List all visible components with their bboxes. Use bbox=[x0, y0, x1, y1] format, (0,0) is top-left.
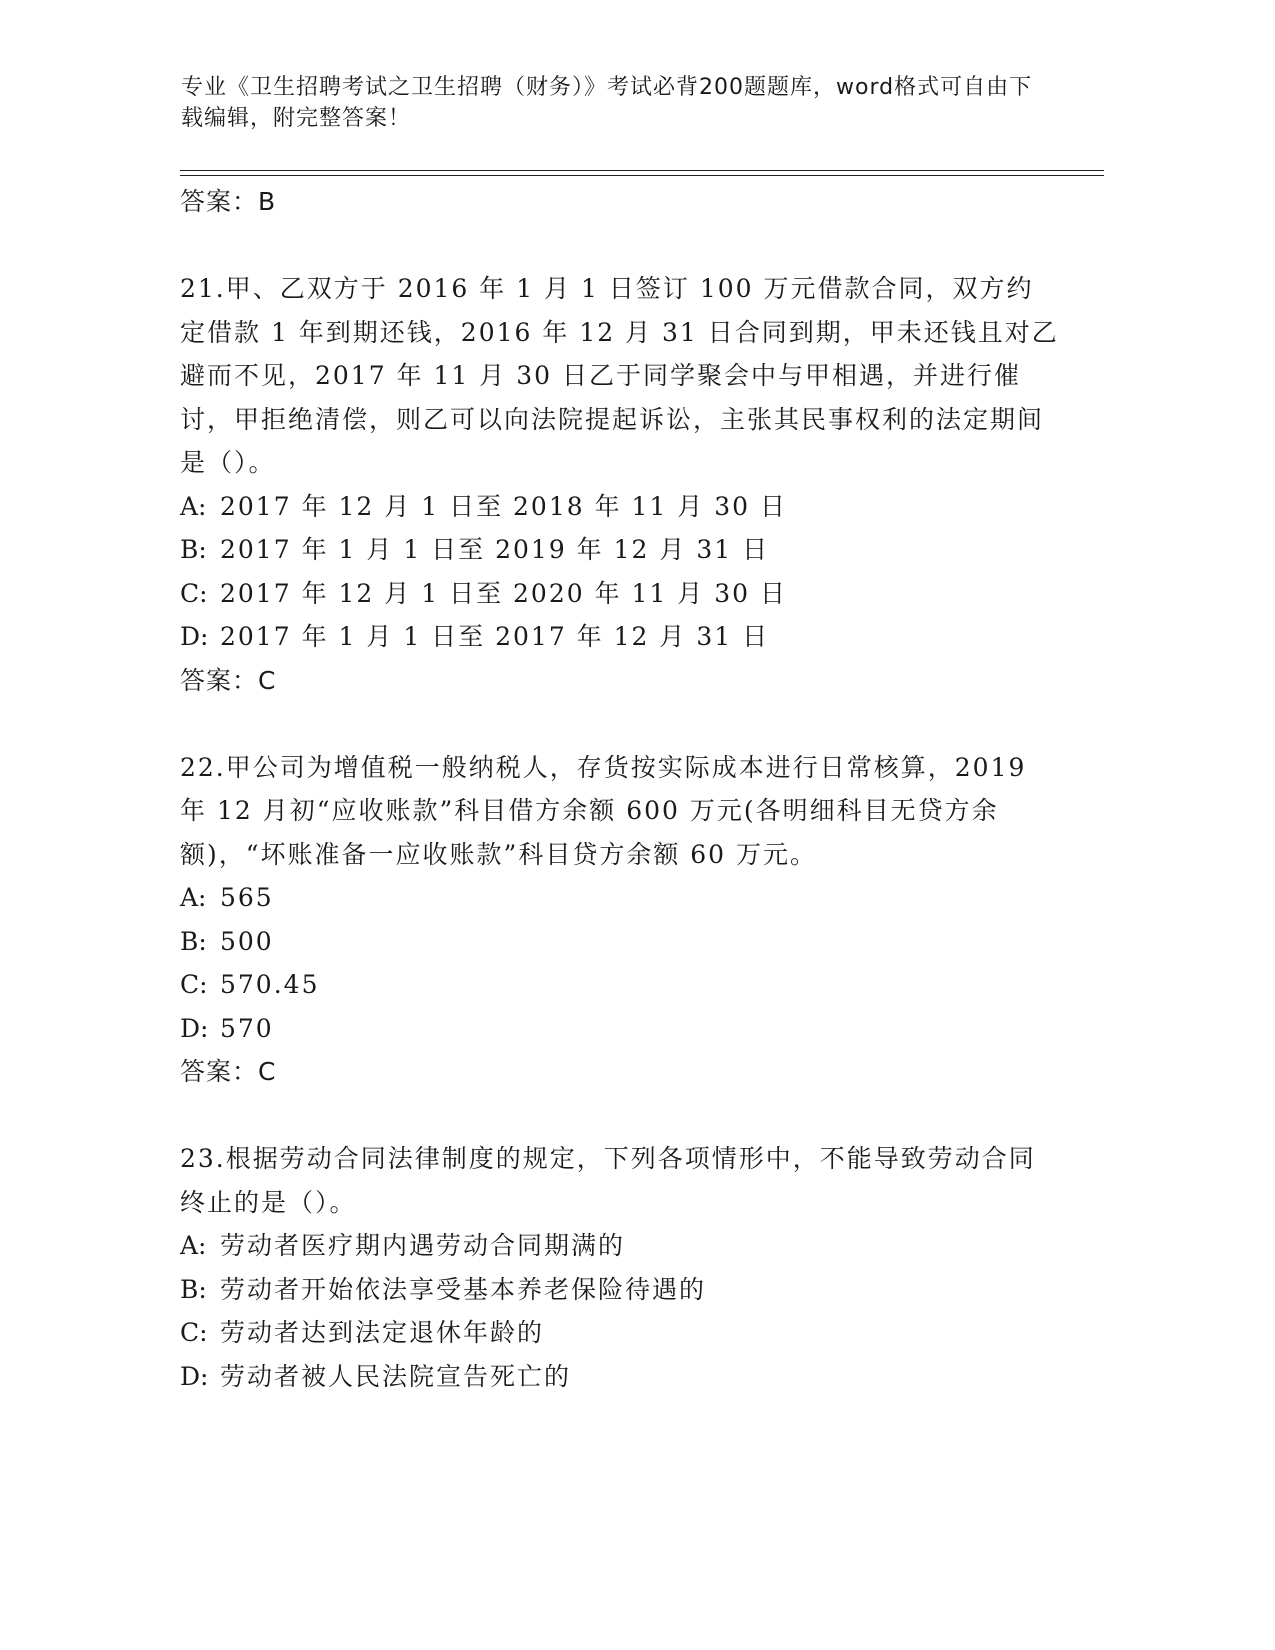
option-text: 565 bbox=[220, 883, 274, 912]
option-d bbox=[180, 1007, 1060, 1051]
option-d bbox=[180, 615, 1060, 659]
option-b bbox=[180, 1268, 1060, 1312]
question-21 bbox=[180, 267, 1060, 703]
option-key: D: bbox=[180, 1361, 209, 1391]
header-rule-bottom bbox=[180, 175, 1104, 176]
header-text: 专业《卫生招聘考试之卫生招聘（财务）》考试必背200题题库，word格式可自由下载编辑，附完整答案！ bbox=[181, 75, 1033, 131]
option-text: 570 bbox=[220, 1013, 274, 1043]
question-answer: 答案：C bbox=[180, 665, 277, 695]
previous-answer: 答案：B bbox=[180, 187, 277, 216]
option-key: B: bbox=[180, 1274, 207, 1304]
option-key: B: bbox=[180, 926, 207, 956]
option-c bbox=[180, 572, 1060, 616]
question-stem: 22.甲公司为增值税一般纳税人，存货按实际成本进行日常核算，2019 年 12 月初“应收账款”科目借方余额 600 万元(各明细科目无贷方余额)，“坏账准备一应收账款”科目贷方余额 60 万元。 bbox=[180, 752, 1027, 869]
option-b bbox=[180, 920, 1060, 964]
option-a bbox=[180, 876, 1060, 920]
question-stem: 23.根据劳动合同法律制度的规定，下列各项情形中，不能导致劳动合同终止的是（）。 bbox=[180, 1144, 1036, 1217]
page-header bbox=[181, 72, 1051, 134]
option-c bbox=[180, 963, 1060, 1007]
question-23 bbox=[180, 1137, 1060, 1398]
option-text: 2017 年 1 月 1 日至 2019 年 12 月 31 日 bbox=[220, 535, 770, 564]
option-text: 2017 年 12 月 1 日至 2018 年 11 月 30 日 bbox=[220, 491, 788, 521]
option-key: D: bbox=[180, 622, 209, 651]
option-key: A: bbox=[180, 1231, 207, 1260]
option-text: 劳动者医疗期内遇劳动合同期满的 bbox=[220, 1231, 626, 1260]
option-c bbox=[180, 1311, 1060, 1355]
option-a bbox=[180, 485, 1060, 529]
option-text: 劳动者被人民法院宣告死亡的 bbox=[220, 1361, 572, 1391]
option-key: C: bbox=[180, 578, 208, 608]
option-key: C: bbox=[180, 1318, 208, 1347]
question-stem: 21.甲、乙双方于 2016 年 1 月 1 日签订 100 万元借款合同，双方约定借款 1 年到期还钱，2016 年 12 月 31 日合同到期，甲未还钱且对乙避而不见，2017 年 11 月 30 日乙于同学聚会中与甲相遇，并进行催讨，甲拒绝清偿，则乙可以向法院提起诉讼，主张其民事权利的法定期间是（）。 bbox=[180, 274, 1059, 477]
question-answer: 答案：C bbox=[180, 1057, 277, 1086]
option-key: C: bbox=[180, 970, 208, 999]
option-text: 劳动者开始依法享受基本养老保险待遇的 bbox=[220, 1274, 707, 1304]
option-key: A: bbox=[180, 883, 207, 912]
option-a bbox=[180, 1224, 1060, 1268]
document-body bbox=[180, 180, 1060, 1398]
header-rule-top bbox=[180, 170, 1104, 171]
option-text: 2017 年 12 月 1 日至 2020 年 11 月 30 日 bbox=[220, 578, 788, 608]
option-b bbox=[180, 528, 1060, 572]
option-key: D: bbox=[180, 1013, 209, 1043]
option-text: 劳动者达到法定退休年龄的 bbox=[220, 1318, 545, 1347]
option-text: 500 bbox=[220, 926, 274, 956]
option-d bbox=[180, 1355, 1060, 1399]
option-text: 2017 年 1 月 1 日至 2017 年 12 月 31 日 bbox=[220, 622, 770, 651]
option-key: B: bbox=[180, 535, 207, 564]
question-22 bbox=[180, 746, 1060, 1095]
option-text: 570.45 bbox=[220, 970, 320, 999]
option-key: A: bbox=[180, 491, 207, 521]
